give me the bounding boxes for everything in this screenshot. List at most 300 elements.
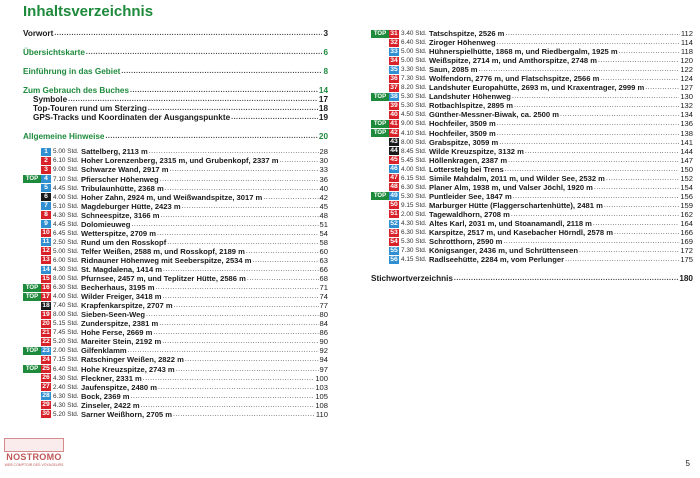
tour-duration: 4.30 Std.: [53, 211, 79, 219]
tour-duration: 4.00 Std.: [53, 293, 79, 301]
tour-name: Schrotthorn, 2590 m: [429, 237, 503, 247]
leader-dots: [165, 184, 319, 193]
tour-duration: 4.30 Std.: [53, 265, 79, 273]
tour-number-badge: 17: [42, 292, 50, 300]
tour-number-badge: 38: [390, 92, 398, 100]
tour-entry[interactable]: [371, 174, 693, 183]
tour-duration: 3.30 Std.: [401, 66, 427, 74]
tour-name: Tagewaldhorn, 2708 m: [429, 209, 510, 219]
tour-duration: 7.45 Std.: [53, 329, 79, 337]
leader-dots: [143, 374, 315, 383]
leader-dots: [141, 401, 315, 410]
tour-name: Pfierscher Höhenweg: [81, 174, 159, 184]
leader-dots: [600, 74, 679, 83]
tour-number-badge: 10: [42, 229, 50, 237]
tour-page: 51: [319, 219, 328, 229]
tour-page: 166: [680, 228, 693, 238]
tour-entry[interactable]: [23, 220, 328, 229]
tour-name: Hoher Zahn, 2924 m, und Weißwandspitze, 3017 m: [81, 192, 263, 202]
tour-entry[interactable]: [23, 337, 328, 346]
tour-number-badge: 1: [41, 148, 51, 156]
tour-entry[interactable]: [371, 56, 693, 65]
tour-number-badge: 45: [390, 156, 398, 164]
leader-dots: [263, 193, 318, 202]
toc-section-entry[interactable]: [23, 104, 328, 113]
toc-section-entry[interactable]: [23, 48, 328, 57]
tour-entry[interactable]: [371, 228, 693, 237]
tour-number-badge: 13: [42, 256, 50, 264]
tour-duration: 4.30 Std.: [53, 374, 79, 382]
tour-number-badge: 34: [390, 56, 398, 64]
tour-duration: 7.40 Std.: [53, 302, 79, 310]
top-tour-badge: TOP: [23, 175, 41, 183]
tour-duration: 9.00 Std.: [401, 120, 427, 128]
leader-dots: [614, 228, 679, 237]
toc-section-entry[interactable]: [23, 95, 328, 104]
toc-section-page: 19: [318, 113, 328, 123]
tour-entry[interactable]: [23, 256, 328, 265]
tour-number-badge: 29: [42, 401, 50, 409]
tour-duration: 7.30 Std.: [401, 247, 427, 255]
tour-duration: 4.15 Std.: [401, 256, 427, 264]
tour-entry[interactable]: [371, 237, 693, 246]
tour-duration: 6.10 Std.: [53, 157, 79, 165]
top-tour-badge: TOP: [23, 365, 41, 373]
toc-section-label: Top-Touren rund um Sterzing: [33, 104, 147, 114]
leader-dots: [54, 29, 322, 38]
tour-entry[interactable]: [371, 147, 693, 156]
tour-number-badge: 22: [42, 337, 50, 345]
leader-dots: [128, 346, 319, 355]
tour-number-badge: 24: [42, 355, 50, 363]
tour-duration: 6.45 Std.: [53, 229, 79, 237]
tour-page: 120: [680, 56, 693, 66]
tour-duration: 4.10 Std.: [401, 129, 427, 137]
tour-name: Rund um den Rosskopf: [81, 237, 167, 247]
tour-entry[interactable]: [371, 183, 693, 192]
tour-duration: 4.00 Std.: [53, 193, 79, 201]
tour-page: 162: [680, 209, 693, 219]
leader-dots: [148, 104, 318, 113]
leader-dots: [499, 138, 679, 147]
tour-entry[interactable]: [23, 175, 328, 184]
toc-section-page: 3: [323, 29, 328, 38]
tour-entry[interactable]: [371, 74, 693, 83]
tour-entry[interactable]: [23, 274, 328, 283]
tour-page: 132: [680, 101, 693, 111]
tour-number-badge: 12: [42, 247, 50, 255]
watermark-logo: [4, 438, 64, 474]
leader-dots: [167, 238, 318, 247]
tour-entry[interactable]: [23, 328, 328, 337]
tour-duration: 5.00 Std.: [401, 57, 427, 65]
tour-page: 105: [315, 391, 328, 401]
tour-entry[interactable]: [371, 192, 693, 201]
tour-entry[interactable]: [23, 156, 328, 165]
tour-duration: 6.30 Std.: [401, 229, 427, 237]
tour-page: 114: [680, 38, 693, 48]
tour-number-badge: 51: [390, 210, 398, 218]
tour-name: Hühnerspielhütte, 1868 m, und Riedbergalm, 1925 m: [429, 47, 618, 57]
tour-number-badge: 42: [390, 129, 398, 137]
leader-dots: [513, 192, 680, 201]
tour-duration: 9.15 Std.: [401, 201, 427, 209]
tour-name: Ziroger Höhenweg: [429, 38, 496, 48]
tour-duration: 8.20 Std.: [401, 84, 427, 92]
leader-dots: [131, 220, 318, 229]
tour-name: Zinseler, 2422 m: [81, 400, 140, 410]
tour-name: Ratschinger Weißen, 2822 m: [81, 355, 184, 365]
tour-list-right: [371, 29, 693, 264]
tour-duration: 5.00 Std.: [53, 148, 79, 156]
tour-duration: 5.30 Std.: [401, 192, 427, 200]
tour-entry[interactable]: [23, 392, 328, 401]
tour-duration: 5.00 Std.: [401, 48, 427, 56]
tour-entry[interactable]: [23, 365, 328, 374]
tour-entry[interactable]: [23, 247, 328, 256]
tour-duration: 8.00 Std.: [53, 275, 79, 283]
tour-entry[interactable]: [371, 101, 693, 110]
toc-section-entry[interactable]: [23, 86, 328, 95]
toc-section-label: Zum Gebrauch des Buches: [23, 86, 130, 96]
tour-entry[interactable]: [23, 238, 328, 247]
tour-duration: 6.40 Std.: [401, 39, 427, 47]
leader-dots: [155, 283, 318, 292]
tour-number-badge: 16: [42, 283, 50, 291]
leader-dots: [598, 56, 679, 65]
tour-name: Fleckner, 2331 m: [81, 373, 142, 383]
tour-entry[interactable]: [23, 202, 328, 211]
tour-duration: 5.10 Std.: [53, 202, 79, 210]
toc-section-entry[interactable]: [23, 67, 328, 76]
tour-name: Marburger Hütte (Flaggerschartenhütte), 2481 m: [429, 200, 603, 210]
leader-dots: [560, 110, 679, 119]
tour-duration: 6.15 Std.: [401, 174, 427, 182]
leader-dots: [162, 337, 318, 346]
tour-duration: 8.45 Std.: [401, 147, 427, 155]
tour-page: 45: [319, 201, 328, 211]
leader-dots: [454, 274, 678, 283]
tour-name: Königsanger, 2436 m, und Schrüttenseen: [429, 246, 578, 256]
leader-dots: [279, 156, 318, 165]
tour-name: Sarner Weißhorn, 2705 m: [81, 409, 173, 419]
leader-dots: [511, 210, 679, 219]
leader-dots: [497, 119, 680, 128]
leader-dots: [246, 247, 319, 256]
tour-entry[interactable]: [371, 110, 693, 119]
tour-page: 175: [680, 255, 693, 265]
tour-page: 86: [319, 328, 328, 338]
tour-page: 138: [680, 128, 693, 138]
tour-page: 80: [319, 310, 328, 320]
toc-section-entry[interactable]: [23, 113, 328, 122]
tour-page: 103: [315, 382, 328, 392]
tour-entry[interactable]: [23, 147, 328, 156]
tour-page: 152: [680, 173, 693, 183]
tour-entry[interactable]: [371, 29, 693, 38]
tour-page: 156: [680, 191, 693, 201]
tour-page: 60: [319, 246, 328, 256]
tour-number-badge: 3: [41, 166, 51, 174]
tour-number-badge: 4: [41, 175, 51, 183]
tour-name: Tatschspitze, 2526 m: [429, 29, 505, 38]
tour-duration: 6.30 Std.: [401, 183, 427, 191]
tour-number-badge: 44: [390, 147, 398, 155]
tour-page: 97: [319, 364, 328, 374]
tour-duration: 4.50 Std.: [401, 111, 427, 119]
tour-number-badge: 18: [42, 301, 50, 309]
logo-name: NOSTROMO: [6, 452, 62, 462]
leader-dots: [505, 29, 679, 38]
tour-page: 58: [319, 237, 328, 247]
leader-dots: [161, 211, 319, 220]
tour-entry[interactable]: [23, 301, 328, 310]
tour-duration: 6.30 Std.: [53, 392, 79, 400]
tour-number-badge: 54: [390, 237, 398, 245]
tour-number-badge: 20: [42, 319, 50, 327]
tour-entry[interactable]: [371, 65, 693, 74]
tour-entry[interactable]: [371, 38, 693, 47]
tour-list-left: [23, 147, 328, 418]
leader-dots: [149, 147, 319, 156]
tour-name: Rotbachlspitze, 2895 m: [429, 101, 513, 111]
tour-page: 94: [319, 355, 328, 365]
tour-number-badge: 6: [41, 193, 51, 201]
tour-entry[interactable]: [371, 156, 693, 165]
toc-right-column: [371, 29, 693, 283]
tour-duration: 5.20 Std.: [53, 410, 79, 418]
tour-name: Ridnauner Höhenweg mit Seeberspitze, 2534 m: [81, 255, 252, 265]
page-number: 5: [685, 459, 690, 468]
tour-entry[interactable]: [371, 47, 693, 56]
tour-number-badge: 2: [41, 157, 51, 165]
top-tour-badge: TOP: [23, 284, 41, 292]
tour-page: 172: [680, 246, 693, 256]
tour-name: Altes Karl, 2031 m, und Stoanamandl, 2118 m: [429, 218, 592, 228]
tour-number-badge: 39: [390, 101, 398, 109]
tour-name: Magdeburger Hütte, 2423 m: [81, 201, 181, 211]
tour-name: Günther-Messner-Biwak, ca. 2500 m: [429, 110, 559, 120]
tour-name: Grabspitze, 3059 m: [429, 137, 499, 147]
tour-page: 154: [680, 182, 693, 192]
tour-name: Bock, 2369 m: [81, 391, 130, 401]
tour-number-badge: 33: [390, 47, 398, 55]
tour-page: 147: [680, 155, 693, 165]
tour-entry[interactable]: [371, 219, 693, 228]
page-title: Inhaltsverzeichnis: [23, 3, 154, 20]
tour-number-badge: 37: [390, 83, 398, 91]
tour-duration: 7.10 Std.: [53, 175, 79, 183]
tour-name: Mareiter Stein, 2192 m: [81, 337, 162, 347]
tour-entry[interactable]: [23, 410, 328, 419]
leader-dots: [503, 237, 679, 246]
tour-name: Hoher Lorenzenberg, 2315 m, und Grubenkopf, 2337 m: [81, 156, 279, 166]
tour-page: 141: [680, 137, 693, 147]
tour-number-badge: 49: [390, 192, 398, 200]
tour-name: Sieben-Seen-Weg: [81, 310, 145, 320]
tour-page: 110: [315, 409, 328, 419]
tour-entry[interactable]: [371, 210, 693, 219]
leader-dots: [497, 129, 680, 138]
tour-number-badge: 40: [390, 110, 398, 118]
tour-entry[interactable]: [23, 193, 328, 202]
top-tour-badge: TOP: [371, 93, 389, 101]
tour-entry[interactable]: [371, 201, 693, 210]
tour-duration: 2.00 Std.: [401, 210, 427, 218]
toc-section-page: 8: [323, 67, 328, 77]
leader-dots: [565, 255, 679, 264]
tour-number-badge: 27: [42, 383, 50, 391]
tour-name: Puntleider See, 1847 m: [429, 191, 512, 201]
toc-index-page: 180: [679, 274, 693, 284]
toc-sections: [23, 29, 328, 141]
tour-page: 30: [319, 156, 328, 166]
tour-name: Höllenkragen, 2387 m: [429, 155, 508, 165]
tour-entry[interactable]: [371, 246, 693, 255]
tour-entry[interactable]: [23, 383, 328, 392]
leader-dots: [157, 229, 319, 238]
logo-box: [4, 438, 64, 452]
tour-name: Hochfeiler, 3509 m: [429, 128, 496, 138]
tour-name: Hochfeiler, 3509 m: [429, 119, 496, 129]
leader-dots: [479, 65, 680, 74]
tour-number-badge: 35: [390, 65, 398, 73]
toc-index-entry[interactable]: [371, 274, 693, 283]
tour-duration: 8.00 Std.: [53, 311, 79, 319]
tour-duration: 2.00 Std.: [53, 347, 79, 355]
tour-number-badge: 11: [42, 238, 50, 246]
tour-number-badge: 5: [41, 184, 51, 192]
tour-page: 77: [319, 301, 328, 311]
tour-number-badge: 50: [390, 201, 398, 209]
top-tour-badge: TOP: [371, 120, 389, 128]
leader-dots: [159, 319, 318, 328]
tour-page: 84: [319, 319, 328, 329]
leader-dots: [593, 219, 679, 228]
tour-number-badge: 26: [42, 374, 50, 382]
tour-page: 68: [319, 274, 328, 284]
leader-dots: [514, 101, 679, 110]
top-tour-badge: TOP: [23, 293, 41, 301]
top-tour-badge: TOP: [371, 30, 389, 38]
tour-entry[interactable]: [23, 283, 328, 292]
tour-number-badge: 36: [390, 74, 398, 82]
leader-dots: [182, 202, 319, 211]
tour-page: 90: [319, 337, 328, 347]
leader-dots: [525, 147, 679, 156]
tour-number-badge: 52: [390, 219, 398, 227]
tour-page: 33: [319, 165, 328, 175]
tour-duration: 4.30 Std.: [53, 401, 79, 409]
tour-duration: 6.40 Std.: [53, 365, 79, 373]
toc-section-entry[interactable]: [23, 29, 328, 38]
tour-entry[interactable]: [371, 83, 693, 92]
logo-tagline: WEB COMPTOIR DES VOYAGEURS: [4, 463, 64, 467]
leader-dots: [153, 328, 318, 337]
tour-number-badge: 41: [390, 119, 398, 127]
tour-entry[interactable]: [371, 129, 693, 138]
tour-page: 164: [680, 218, 693, 228]
tour-duration: 7.30 Std.: [401, 75, 427, 83]
tour-page: 169: [680, 237, 693, 247]
leader-dots: [158, 383, 314, 392]
toc-section-label: Vorwort: [23, 29, 54, 38]
tour-page: 42: [319, 192, 328, 202]
tour-page: 127: [680, 83, 693, 93]
toc-section-page: 20: [318, 132, 328, 142]
tour-entry[interactable]: [23, 165, 328, 174]
tour-entry[interactable]: [23, 401, 328, 410]
tour-number-badge: 7: [41, 202, 51, 210]
leader-dots: [68, 95, 318, 104]
tour-entry[interactable]: [371, 92, 693, 101]
tour-page: 144: [680, 146, 693, 156]
tour-page: 92: [319, 346, 328, 356]
leader-dots: [86, 48, 323, 57]
tour-name: Wilde Kreuzspitze, 3132 m: [429, 146, 524, 156]
tour-page: 66: [319, 264, 328, 274]
tour-page: 36: [319, 174, 328, 184]
tour-duration: 8.00 Std.: [401, 138, 427, 146]
tour-number-badge: 21: [42, 328, 50, 336]
tour-entry[interactable]: [23, 292, 328, 301]
tour-name: Landshuter Höhenweg: [429, 92, 511, 102]
toc-section-label: GPS-Tracks und Koordinaten der Ausgangspunkte: [33, 113, 231, 123]
tour-entry[interactable]: [371, 119, 693, 128]
tour-entry[interactable]: [23, 265, 328, 274]
leader-dots: [512, 92, 679, 101]
tour-entry[interactable]: [23, 346, 328, 355]
tour-duration: 4.30 Std.: [401, 219, 427, 227]
tour-number-badge: 46: [390, 165, 398, 173]
tour-duration: 5.20 Std.: [53, 338, 79, 346]
tour-number-badge: 15: [42, 274, 50, 282]
leader-dots: [174, 301, 319, 310]
tour-entry[interactable]: [371, 255, 693, 264]
tour-page: 122: [680, 65, 693, 75]
toc-index-label: Stichwortverzeichnis: [371, 274, 453, 284]
leader-dots: [173, 410, 315, 419]
tour-entry[interactable]: [23, 374, 328, 383]
tour-page: 71: [319, 283, 328, 293]
tour-page: 40: [319, 183, 328, 193]
leader-dots: [253, 256, 319, 265]
leader-dots: [579, 246, 679, 255]
tour-entry[interactable]: [23, 355, 328, 364]
tour-number-badge: 19: [42, 310, 50, 318]
tour-name: Hohe Ferse, 2669 m: [81, 328, 153, 338]
tour-duration: 4.45 Std.: [53, 184, 79, 192]
tour-number-badge: 53: [390, 228, 398, 236]
tour-entry[interactable]: [23, 211, 328, 220]
leader-dots: [160, 175, 319, 184]
tour-number-badge: 55: [390, 246, 398, 254]
tour-entry[interactable]: [23, 229, 328, 238]
tour-entry[interactable]: [371, 165, 693, 174]
leader-dots: [163, 265, 319, 274]
tour-entry[interactable]: [23, 319, 328, 328]
toc-section-entry[interactable]: [23, 132, 328, 141]
tour-entry[interactable]: [23, 184, 328, 193]
tour-duration: 9.00 Std.: [53, 166, 79, 174]
toc-section-label: Einführung in das Gebiet: [23, 67, 121, 77]
tour-number-badge: 56: [390, 255, 398, 263]
tour-name: Telfer Weißen, 2588 m, und Rosskopf, 2189 m: [81, 246, 245, 256]
tour-entry[interactable]: [371, 138, 693, 147]
tour-name: Sattelberg, 2113 m: [81, 147, 148, 157]
tour-duration: 2.50 Std.: [53, 238, 79, 246]
tour-entry[interactable]: [23, 310, 328, 319]
